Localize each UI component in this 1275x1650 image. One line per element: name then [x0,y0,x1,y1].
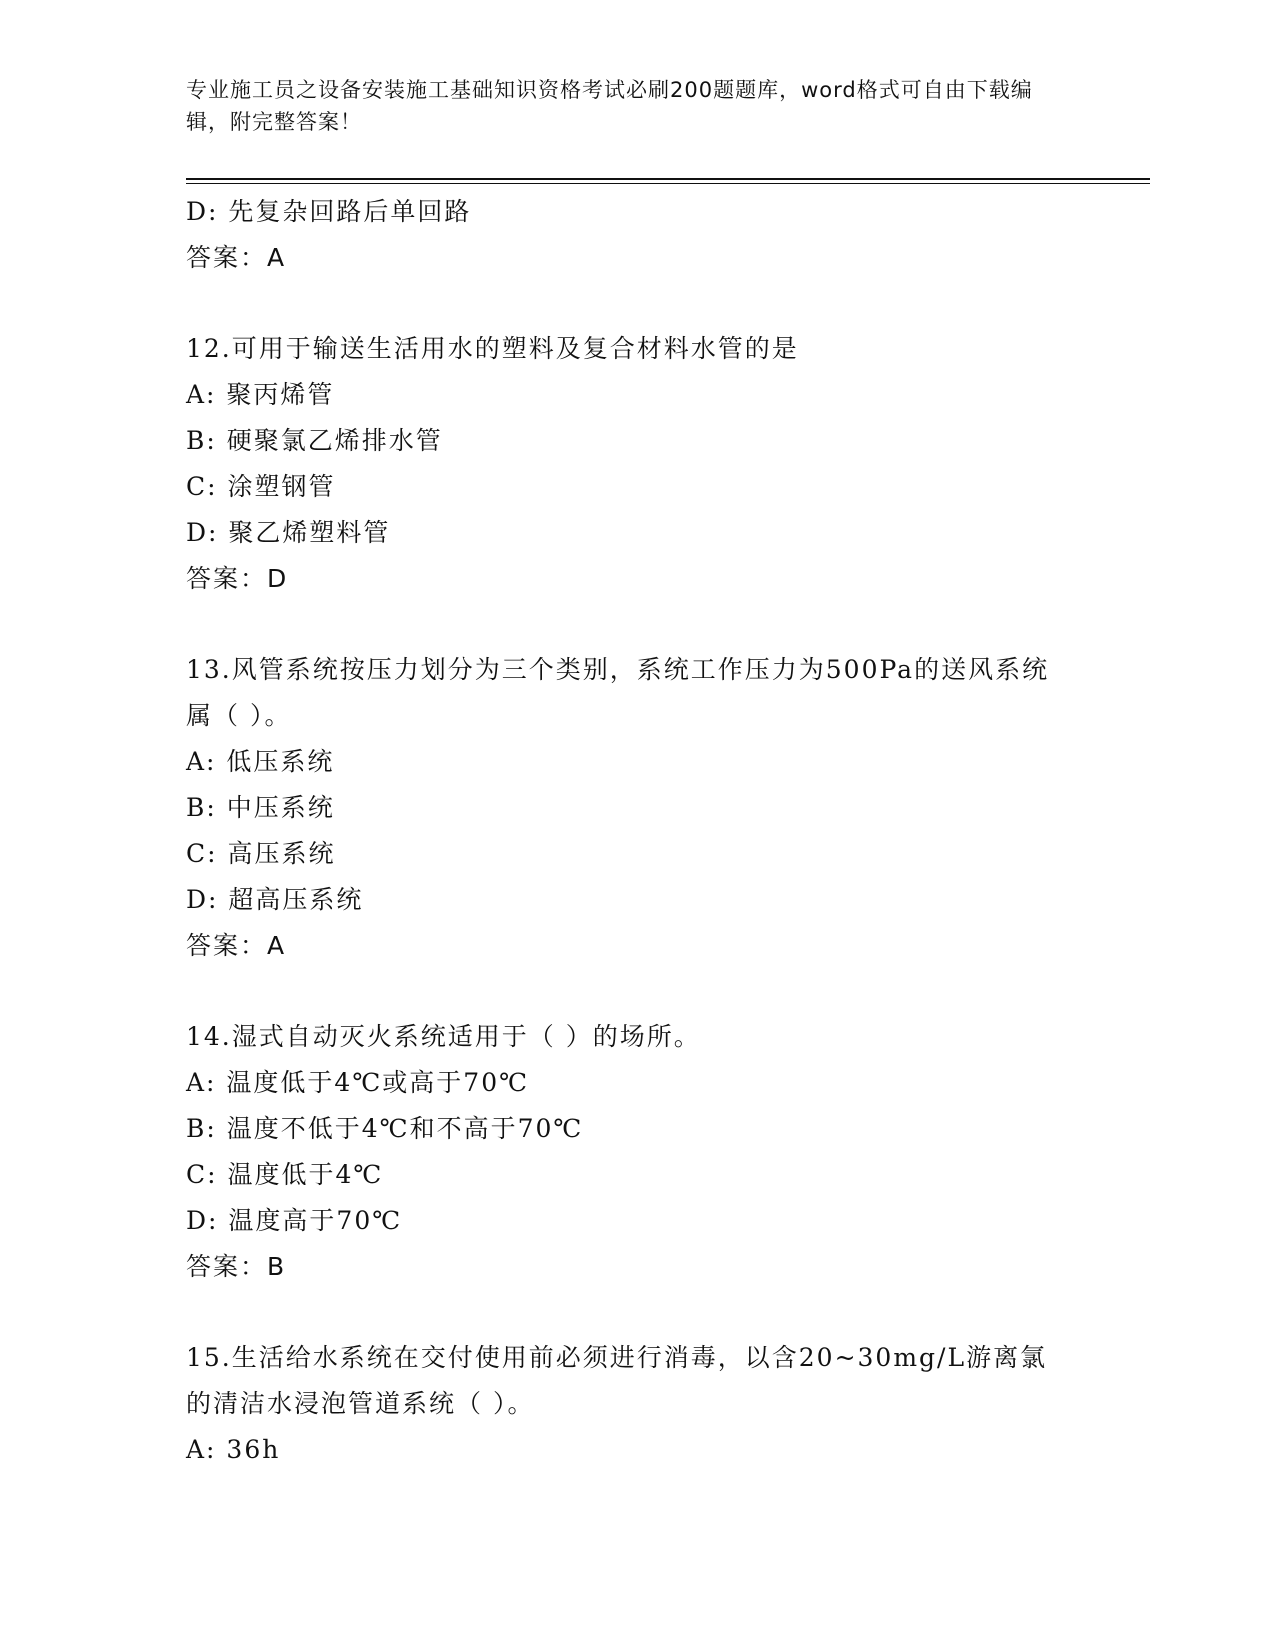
question-13-answer: 答案：A [186,931,287,960]
spacer [186,969,1086,1014]
question-13-text: 13.风管系统按压力划分为三个类别，系统工作压力为500Pa的送风系统属（ ）。 [186,655,1050,730]
question-14-answer: 答案：B [186,1252,287,1281]
question-14-option-a: A: 温度低于4℃或高于70℃ [186,1068,530,1097]
question-13-option-c: C: 高压系统 [186,839,336,868]
question-14-text: 14.湿式自动灭火系统适用于（ ）的场所。 [186,1022,701,1051]
question-12-option-b: B: 硬聚氯乙烯排水管 [186,426,443,455]
question-14-option-c: C: 温度低于4℃ [186,1160,384,1189]
document-header: 专业施工员之设备安装施工基础知识资格考试必刷200题题库，word格式可自由下载编辑，附完整答案！ [186,78,1033,134]
question-12-option-c: C: 涂塑钢管 [186,472,336,501]
question-15-option-a: A: 36h [186,1435,281,1464]
question-13-option-d: D: 超高压系统 [186,885,364,914]
header-rule-thick [186,178,1150,180]
spacer [186,281,1086,326]
header-rule-thin [186,183,1150,184]
question-14-option-d: D: 温度高于70℃ [186,1206,403,1235]
question-13-option-b: B: 中压系统 [186,793,335,822]
question-12-answer: 答案：D [186,564,289,593]
question-13-option-a: A: 低压系统 [186,747,335,776]
question-content [186,189,1086,1473]
spacer [186,1290,1086,1335]
prev-option-d: D: 先复杂回路后单回路 [186,197,472,226]
question-12-option-a: A: 聚丙烯管 [186,380,335,409]
prev-answer: 答案：A [186,243,287,272]
spacer [186,602,1086,647]
question-12-text: 12.可用于输送生活用水的塑料及复合材料水管的是 [186,334,799,363]
question-15-text: 15.生活给水系统在交付使用前必须进行消毒，以含20~30mg/L游离氯的清洁水浸泡管道系统（ ）。 [186,1343,1048,1418]
question-14-option-b: B: 温度不低于4℃和不高于70℃ [186,1114,584,1143]
question-12-option-d: D: 聚乙烯塑料管 [186,518,391,547]
